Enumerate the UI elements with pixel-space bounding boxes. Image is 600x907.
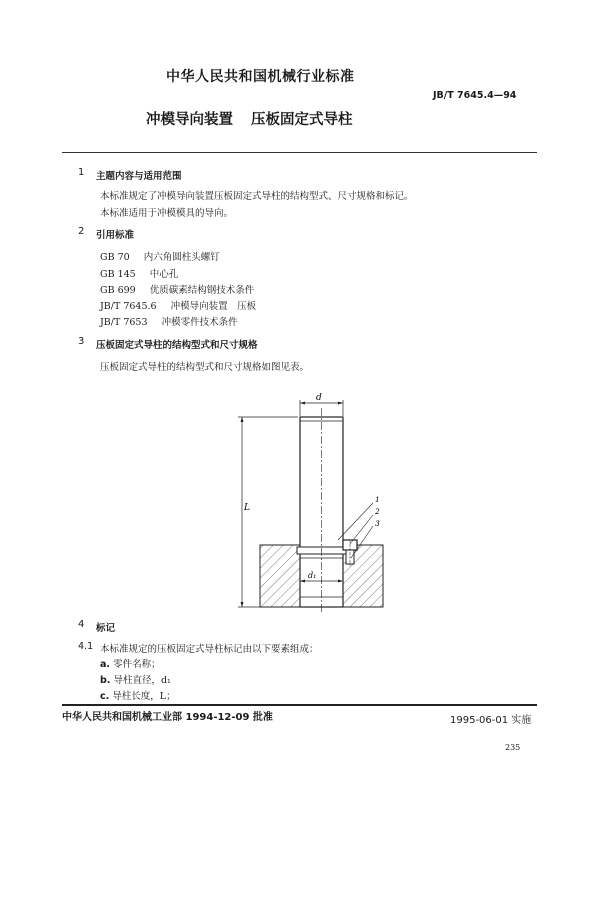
guide-pillar-figure (230, 390, 400, 615)
item-label: c. (100, 691, 110, 702)
dim-L-label: L (244, 503, 250, 513)
section-1-title: 主题内容与适用范围 (96, 171, 182, 182)
title-sub: 压板固定式导柱 (251, 112, 353, 128)
item-text: 导柱长度，L； (112, 691, 176, 702)
clause-4-1-number: 4.1 (78, 641, 94, 652)
industry-standard-header: 中华人民共和国机械行业标准 (166, 69, 355, 85)
reference-item (100, 282, 254, 296)
section-1-para-2: 本标准适用于冲模模具的导向。 (100, 208, 234, 219)
reference-code: JB/T 7645.6 (100, 301, 157, 312)
item-text: 导柱直径，d₁ (113, 675, 171, 686)
die-plate-left (260, 545, 300, 607)
section-3-number: 3 (78, 336, 85, 347)
section-2-title: 引用标准 (96, 230, 135, 241)
section-4-title: 标记 (96, 623, 116, 634)
marking-element-item (100, 672, 171, 686)
callout-2: 2 (375, 507, 380, 516)
issuer-approval: 中华人民共和国机械工业部 1994-12-09 批准 (62, 712, 273, 723)
dim-d-label: d (316, 393, 322, 403)
reference-code: GB 699 (100, 285, 136, 296)
item-text: 零件名称； (113, 659, 161, 670)
reference-name: 内六角圆柱头螺钉 (143, 252, 220, 263)
marking-element-item (100, 656, 161, 670)
section-3-title: 压板固定式导柱的结构型式和尺寸规格 (96, 340, 258, 351)
reference-item (100, 314, 238, 328)
reference-name: 冲模零件技术条件 (161, 317, 238, 328)
item-label: a. (100, 659, 111, 670)
reference-item (100, 298, 256, 312)
callout-1: 1 (375, 495, 380, 504)
reference-item (100, 266, 178, 280)
header-divider (62, 152, 537, 153)
page-number: 235 (505, 743, 521, 752)
reference-name: 冲模导向装置 压板 (170, 301, 257, 312)
title-main: 冲模导向装置 (146, 112, 233, 128)
standard-code: JB/T 7645.4—94 (433, 90, 517, 101)
callout-3: 3 (375, 519, 380, 528)
section-1-para-1: 本标准规定了冲模导向装置压板固定式导柱的结构型式、尺寸规格和标记。 (100, 191, 414, 202)
document-title (146, 108, 353, 129)
reference-code: JB/T 7653 (100, 317, 148, 328)
item-label: b. (100, 675, 111, 686)
reference-code: GB 70 (100, 252, 130, 263)
footer-divider (62, 704, 537, 706)
section-4-number: 4 (78, 619, 85, 630)
section-2-number: 2 (78, 226, 85, 237)
section-1-number: 1 (78, 167, 85, 178)
section-3-para-1: 压板固定式导柱的结构型式和尺寸规格如图见表。 (100, 362, 310, 373)
reference-code: GB 145 (100, 269, 136, 280)
reference-name: 中心孔 (149, 269, 179, 280)
reference-name: 优质碳素结构钢技术条件 (149, 285, 255, 296)
effective-date: 1995-06-01 实施 (450, 715, 532, 726)
clause-4-1-text: 本标准规定的压板固定式导柱标记由以下要素组成： (100, 644, 319, 655)
marking-element-item (100, 688, 176, 702)
dim-d1-label: d₁ (308, 571, 317, 580)
reference-item (100, 249, 220, 263)
